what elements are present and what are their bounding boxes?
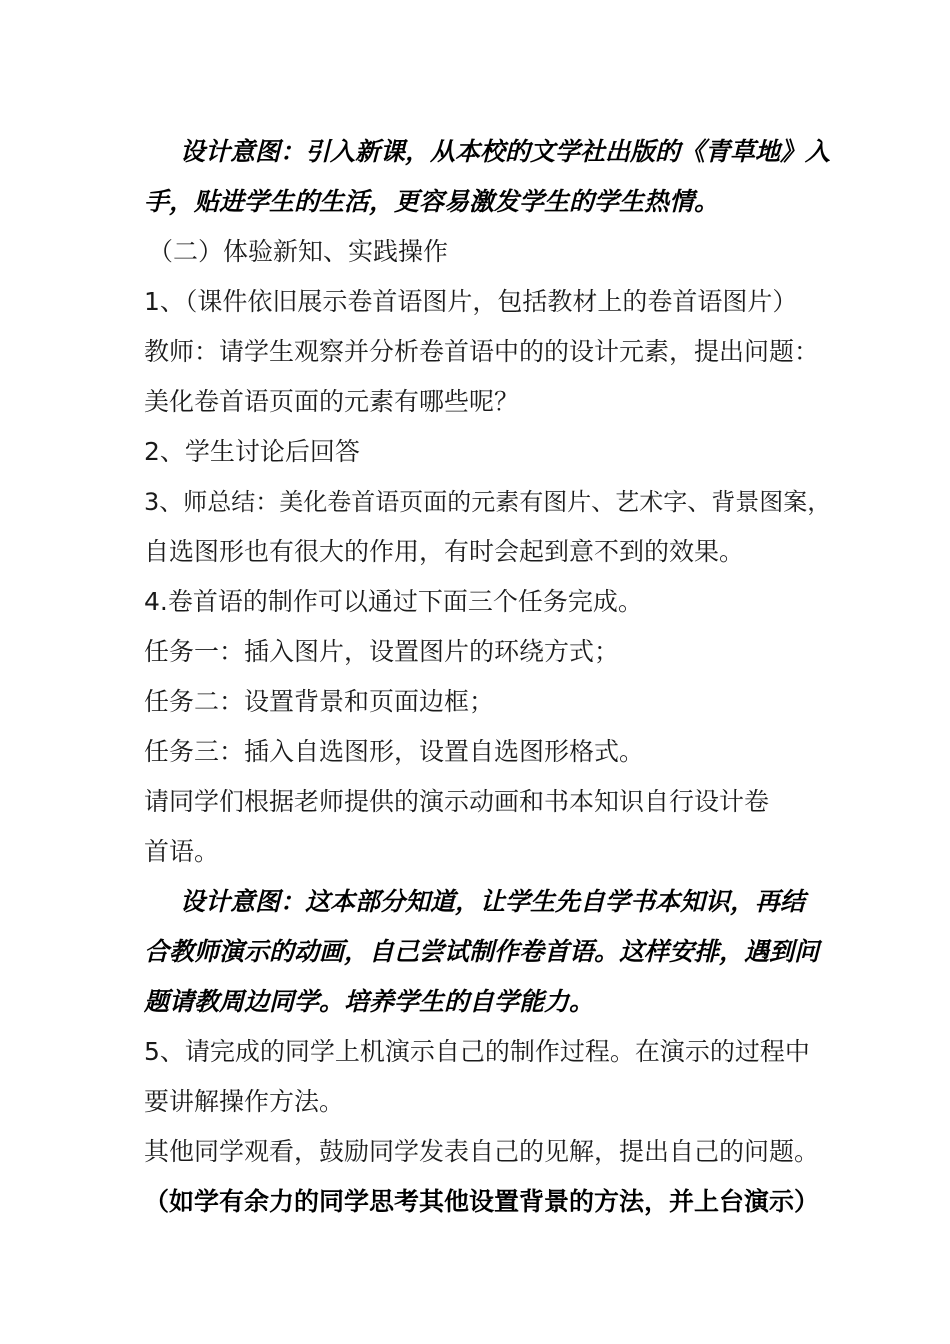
- body-line: 1、（课件依旧展示卷首语图片，包括教材上的卷首语图片）: [144, 287, 798, 316]
- body-line: 请同学们根据老师提供的演示动画和书本知识自行设计卷: [144, 787, 770, 816]
- body-line: 首语。: [144, 837, 220, 866]
- design-intent-line: 设计意图：引入新课，从本校的文学社出版的《青草地》入: [180, 137, 831, 166]
- body-line: 5、请完成的同学上机演示自己的制作过程。在演示的过程中: [144, 1037, 810, 1066]
- task-line: 任务二：设置背景和页面边框；: [144, 687, 495, 716]
- body-line: 2、学生讨论后回答: [144, 437, 360, 466]
- design-intent-line: 题请教周边同学。培养学生的自学能力。: [144, 987, 595, 1016]
- section-heading: （二）体验新知、实践操作: [148, 237, 449, 266]
- design-intent-line: 手，贴进学生的生活，更容易激发学生的学生热情。: [144, 187, 720, 216]
- body-line: 4.卷首语的制作可以通过下面三个任务完成。: [144, 587, 643, 616]
- design-intent-line: 合教师演示的动画，自己尝试制作卷首语。这样安排，遇到问: [144, 937, 820, 966]
- design-intent-line: 设计意图：这本部分知道，让学生先自学书本知识，再结: [180, 887, 806, 916]
- body-line: 要讲解操作方法。: [144, 1087, 345, 1116]
- task-line: 任务一：插入图片，设置图片的环绕方式；: [144, 637, 620, 666]
- bold-note-line: （如学有余力的同学思考其他设置背景的方法，并上台演示）: [144, 1187, 820, 1216]
- body-line: 教师：请学生观察并分析卷首语中的的设计元素，提出问题：: [144, 337, 820, 366]
- body-line: 自选图形也有很大的作用，有时会起到意不到的效果。: [144, 537, 745, 566]
- document-page: [144, 127, 834, 1227]
- body-line: 3、师总结：美化卷首语页面的元素有图片、艺术字、背景图案，: [144, 488, 832, 516]
- body-line: 美化卷首语页面的元素有哪些呢？: [144, 387, 520, 416]
- body-line: 其他同学观看，鼓励同学发表自己的见解，提出自己的问题。: [144, 1137, 820, 1166]
- task-line: 任务三：插入自选图形，设置自选图形格式。: [144, 737, 645, 766]
